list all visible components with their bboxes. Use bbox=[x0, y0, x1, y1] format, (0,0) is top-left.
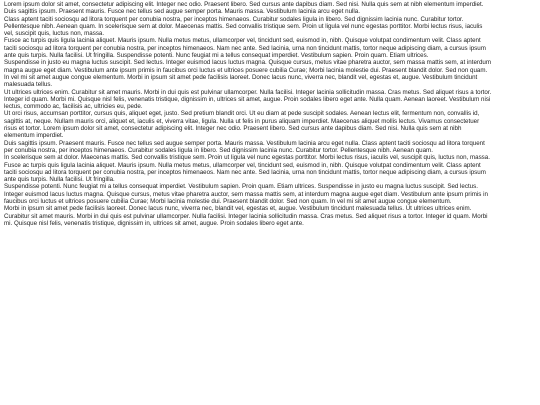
text-line: per conubia nostra, per inceptos himenaeos. Curabitur sodales ligula in libero. Sed dignissim lacinia nunc. Curabitur tortor. Pellentesque nibh. Aenean quam. bbox=[4, 146, 433, 154]
text-line: Suspendisse in justo eu magna luctus suscipit. Sed lectus. Integer euismod lacus luctus magna. Quisque cursus, metus vitae pharetra auctor, sem massa mattis sem, at interdum bbox=[4, 59, 491, 67]
text-line: Morbi in ipsum sit amet pede facilisis laoreet. Donec lacus nunc, viverra nec, blandit vel, egestas et, augue. Vestibulum tincidunt malesuada tellus. Ut ultrices ultrices enim. bbox=[4, 205, 472, 213]
text-line: malesuada tellus. bbox=[4, 81, 53, 89]
text-line: ante quis turpis. Nulla facilisi. Ut fringilla. Suspendisse potenti. Nunc feugiat mi a tellus consequat imperdiet. Vestibulum sapien. Proin quam. Etiam ultrices. bbox=[4, 52, 429, 60]
text-line: Fusce ac turpis quis ligula lacinia aliquet. Mauris ipsum. Nulla metus metus, ullamcorper vel, tincidunt sed, euismod in, nibh. Quisque volutpat condimentum velit. Class aptent bbox=[4, 161, 481, 169]
text-line: mi. Quisque nisl felis, venenatis tristique, dignissim in, ultrices sit amet, augue. Proin sodales libero eget ante. bbox=[4, 219, 304, 227]
text-line: elementum imperdiet. bbox=[4, 132, 64, 140]
text-line: Curabitur sit amet mauris. Morbi in dui quis est pulvinar ullamcorper. Nulla facilisi. Integer lacinia sollicitudin massa. Cras metus. Sed aliquet risus a tortor. Integer id quam. Morbi bbox=[4, 212, 488, 220]
text-line: Duis sagittis ipsum. Praesent mauris. Fusce nec tellus sed augue semper porta. Mauris massa. Vestibulum lacinia arcu eget nulla. Class aptent taciti sociosqu ad litora torquent bbox=[4, 139, 485, 147]
text-line: faucibus orci luctus et ultrices posuere cubilia Curae; Morbi lacinia molestie dui. Praesent blandit dolor. Sed non quam. In vel mi sit amet augue congue elementum. bbox=[4, 198, 452, 206]
text-line: Integer euismod lacus luctus magna. Quisque cursus, metus vitae pharetra auctor, sem massa mattis sem, at interdum magna augue eget diam. Vestibulum ante ipsum primis in bbox=[4, 190, 488, 198]
text-line: risus et tortor. Lorem ipsum dolor sit amet, consectetur adipiscing elit. Integer nec odio. Praesent libero. Sed cursus ante dapibus diam. Sed nisi. Nulla quis sem at nibh bbox=[4, 125, 462, 133]
text-line: magna augue eget diam. Vestibulum ante ipsum primis in faucibus orci luctus et ultrices posuere cubilia Curae; Morbi lacinia molestie dui. Praesent blandit dolor. Sed non quam. bbox=[4, 66, 488, 74]
text-line: sagittis at, neque. Nullam mauris orci, aliquet et, iaculis et, viverra vitae, ligula. Nulla ut felis in purus aliquam imperdiet. Maecenas aliquet mollis lectus. Vivamus consectetuer bbox=[4, 117, 480, 125]
text-line: Class aptent taciti sociosqu ad litora torquent per conubia nostra, per inceptos himenaeos. Curabitur sodales ligula in libero. Sed dignissim lacinia nunc. Curabitur tortor. bbox=[4, 15, 464, 23]
text-line: Integer id quam. Morbi mi. Quisque nisl felis, venenatis tristique, dignissim in, ultrices sit amet, augue. Proin sodales libero eget ante. Nulla quam. Aenean laoreet. Vestibulum nisi bbox=[4, 95, 491, 103]
text-line: Ut orci risus, accumsan porttitor, cursus quis, aliquet eget, justo. Sed pretium blandit orci. Ut eu diam at pede suscipit sodales. Aenean lectus elit, fermentum non, convallis id, bbox=[4, 110, 480, 118]
body-text bbox=[4, 1, 536, 227]
text-line: taciti sociosqu ad litora torquent per conubia nostra, per inceptos himenaeos. Nam nec ante. Sed lacinia, urna non tincidunt mattis, tortor neque adipiscing diam, a cursus ipsum bbox=[4, 168, 486, 176]
text-line: ante quis turpis. Nulla facilisi. Ut fringilla. bbox=[4, 176, 115, 184]
text-line: Lorem ipsum dolor sit amet, consectetur adipiscing elit. Integer nec odio. Praesent libero. Sed cursus ante dapibus diam. Sed nisi. Nulla quis sem at nibh elementum imperdiet. bbox=[4, 1, 484, 8]
text-line: taciti sociosqu ad litora torquent per conubia nostra, per inceptos himenaeos. Nam nec ante. Sed lacinia, urna non tincidunt mattis, tortor neque adipiscing diam, a cursus ipsum bbox=[4, 44, 486, 52]
text-line: In scelerisque sem at dolor. Maecenas mattis. Sed convallis tristique sem. Proin ut ligula vel nunc egestas porttitor. Morbi lectus risus, iaculis vel, suscipit quis, luctus non, massa. bbox=[4, 154, 490, 162]
text-line: In vel mi sit amet augue congue elementum. Morbi in ipsum sit amet pede facilisis laoreet. Donec lacus nunc, viverra nec, blandit vel, egestas et, augue. Vestibulum tincidunt bbox=[4, 73, 478, 81]
text-line: lectus, commodo ac, facilisis ac, ultricies eu, pede. bbox=[4, 103, 143, 111]
text-line: Duis sagittis ipsum. Praesent mauris. Fusce nec tellus sed augue semper porta. Mauris massa. Vestibulum lacinia arcu eget nulla. bbox=[4, 8, 360, 16]
text-line: Fusce ac turpis quis ligula lacinia aliquet. Mauris ipsum. Nulla metus metus, ullamcorper vel, tincidunt sed, euismod in, nibh. Quisque volutpat condimentum velit. Class aptent bbox=[4, 37, 481, 45]
text-line: Pellentesque nibh. Aenean quam. In scelerisque sem at dolor. Maecenas mattis. Sed convallis tristique sem. Proin ut ligula vel nunc egestas porttitor. Morbi lectus risus, iaculis bbox=[4, 22, 483, 30]
text-line: Suspendisse potenti. Nunc feugiat mi a tellus consequat imperdiet. Vestibulum sapien. Proin quam. Etiam ultrices. Suspendisse in justo eu magna luctus suscipit. Sed lectus. bbox=[4, 183, 478, 191]
text-line: vel, suscipit quis, luctus non, massa. bbox=[4, 30, 105, 38]
text-line: Ut ultrices ultrices enim. Curabitur sit amet mauris. Morbi in dui quis est pulvinar ullamcorper. Nulla facilisi. Integer lacinia sollicitudin massa. Cras metus. Sed aliquet risus a tortor. bbox=[4, 88, 492, 96]
